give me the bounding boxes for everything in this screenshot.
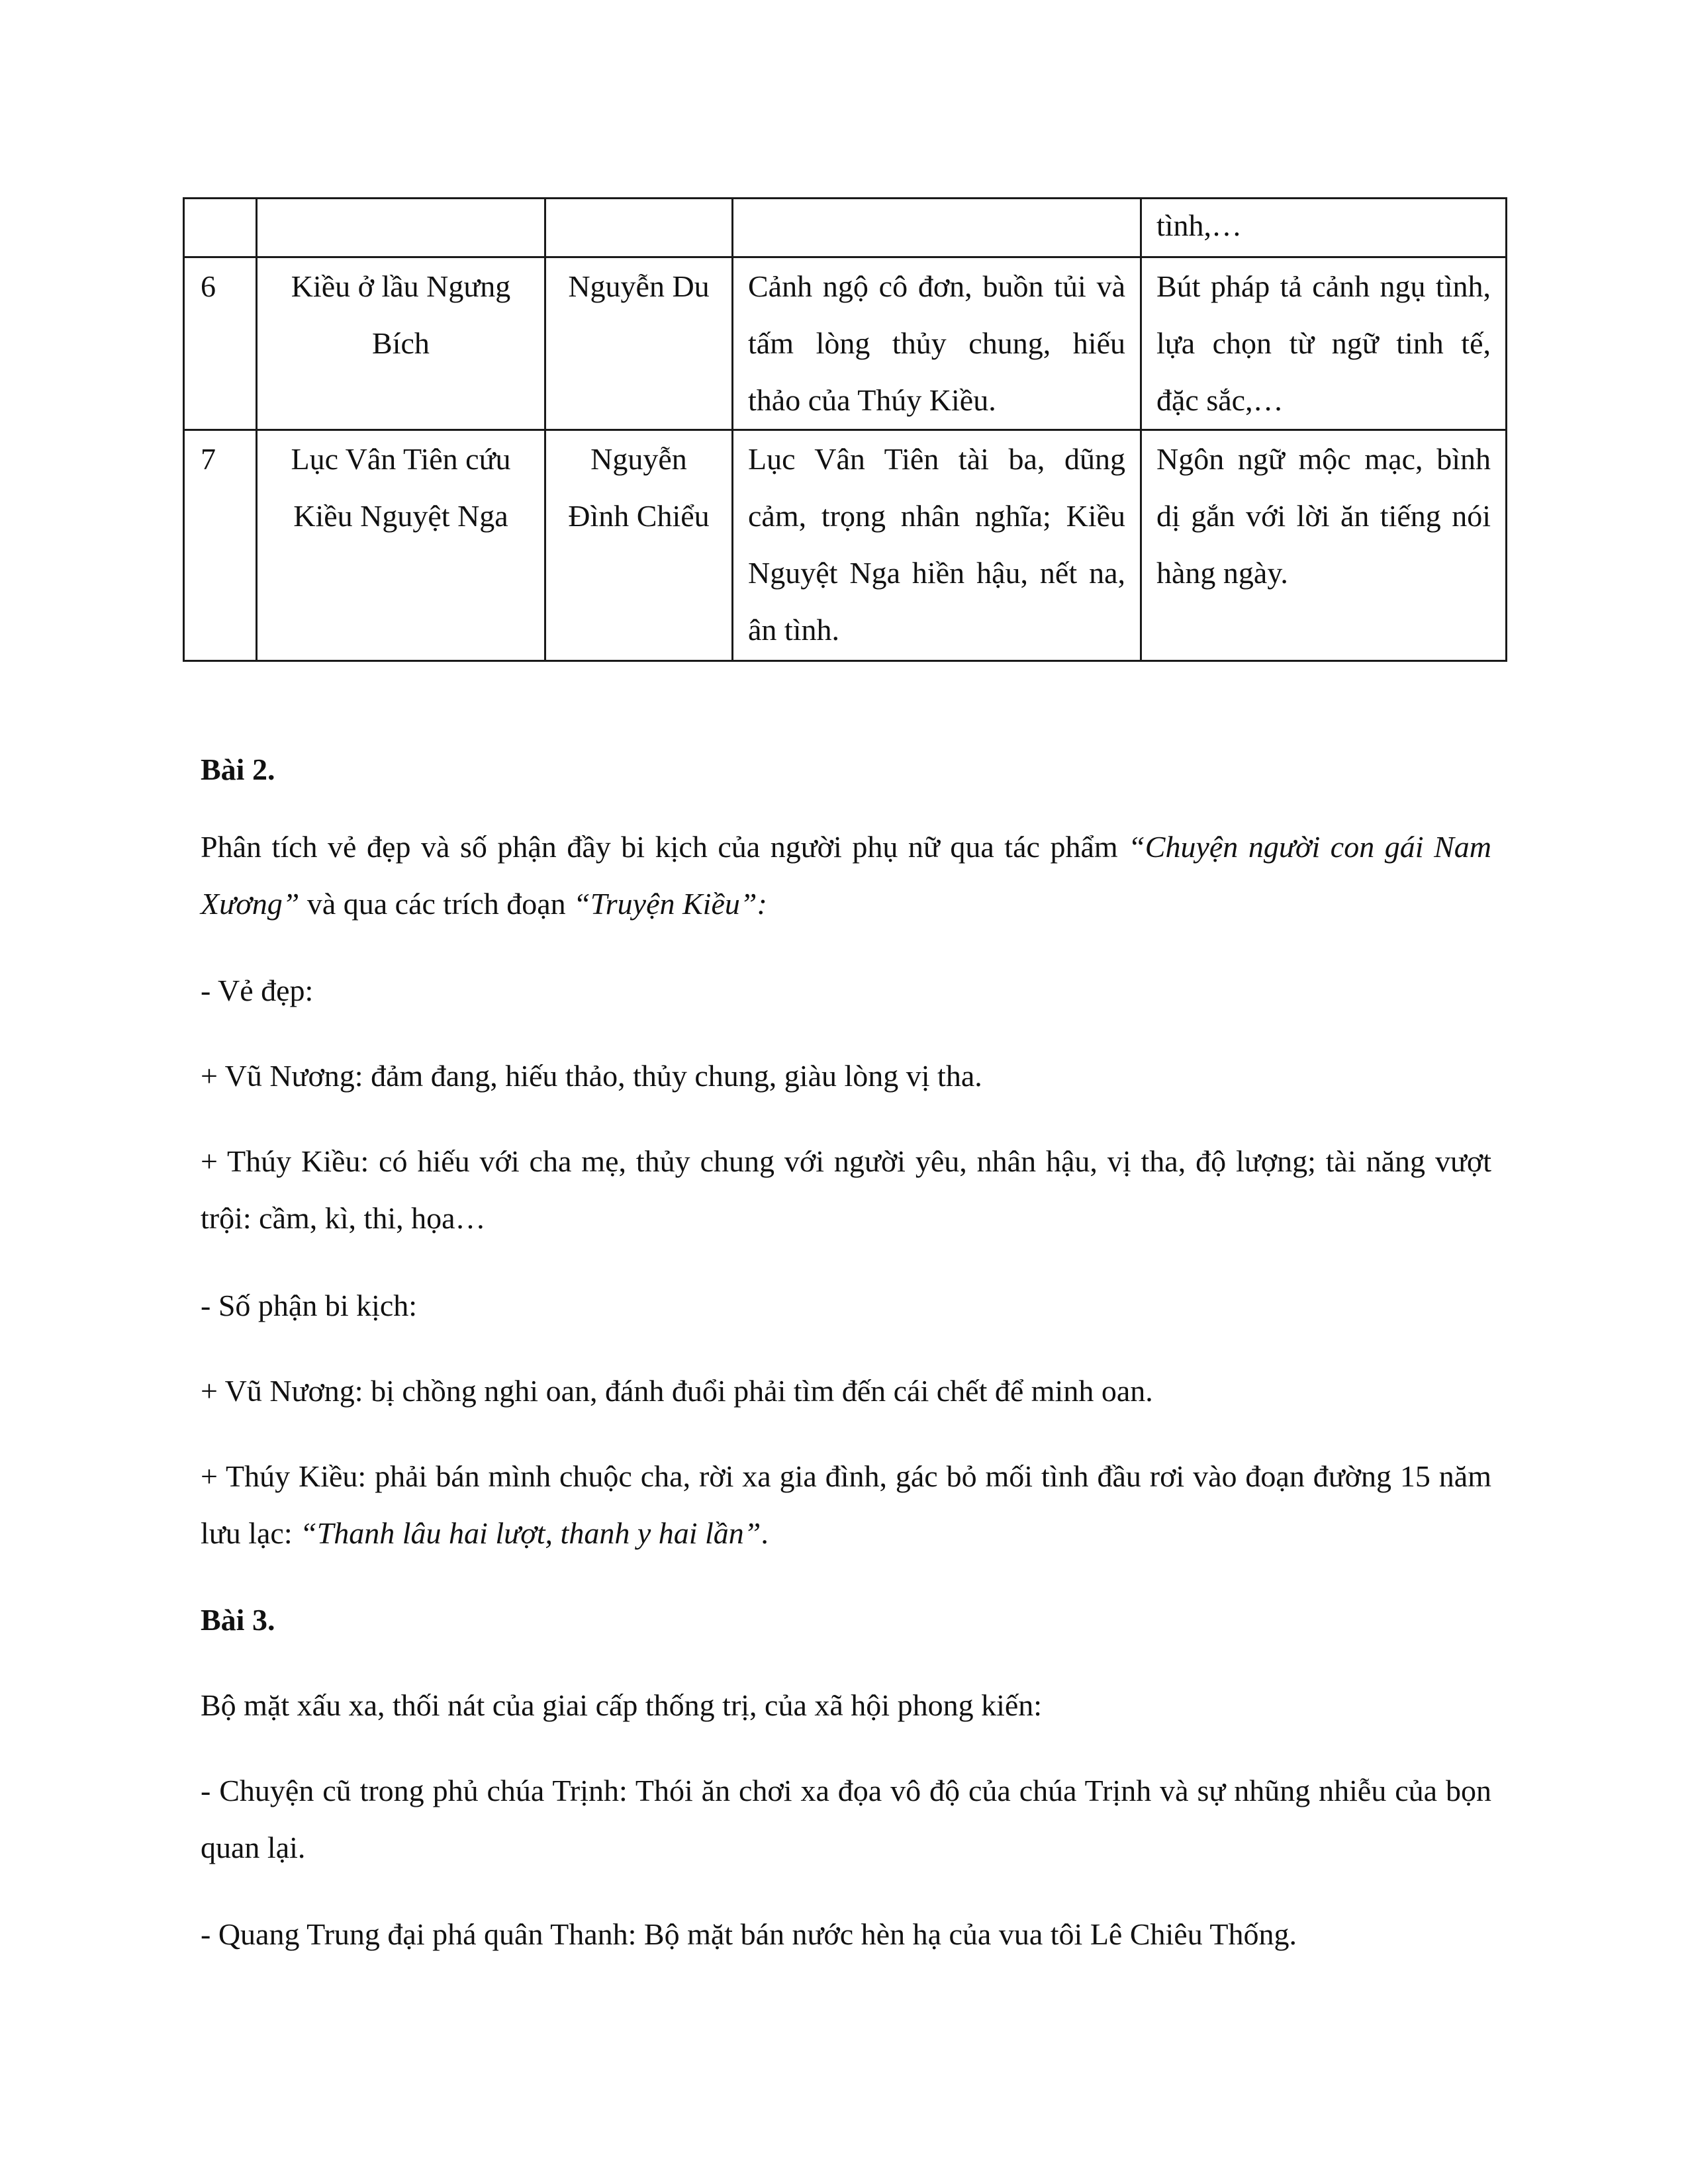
bai2-fate-kieu-quote: “Thanh lâu hai lượt, thanh y hai lần” — [300, 1516, 761, 1550]
bai2-fate-vu-nuong: + Vũ Nương: bị chồng nghi oan, đánh đuổi phải tìm đến cái chết để minh oan. — [201, 1374, 1153, 1408]
bai2-fate-label: - Số phận bi kịch: — [201, 1289, 418, 1322]
bai2-intro-work2: “Truyện Kiều”: — [573, 887, 767, 921]
cell-content: Cảnh ngộ cô đơn, buồn tủi và tấm lòng thủy chung, hiếu thảo của Thúy Kiều. — [733, 257, 1141, 430]
table-row — [184, 257, 1507, 430]
cell-author — [545, 199, 733, 257]
table-row — [184, 430, 1507, 661]
cell-author: Nguyễn Đình Chiểu — [545, 430, 733, 661]
table-row — [184, 199, 1507, 257]
bai2-fate-kieu-text: + Thúy Kiều: phải bán mình chuộc cha, rời xa gia đình, gác bỏ mối tình đầu rơi vào đoạn đường 15 năm lưu lạc: — [201, 1459, 1491, 1550]
bai2-beauty-label: - Vẻ đẹp: — [201, 974, 314, 1007]
cell-content: Lục Vân Tiên tài ba, dũng cảm, trọng nhân nghĩa; Kiều Nguyệt Nga hiền hậu, nết na, ân tình. — [733, 430, 1141, 661]
cell-title: Lục Vân Tiên cứu Kiều Nguyệt Nga — [257, 430, 545, 661]
cell-no: 7 — [184, 430, 257, 661]
bai2-intro-text-a: Phân tích vẻ đẹp và số phận đầy bi kịch của người phụ nữ qua tác phẩm — [201, 830, 1129, 864]
bai3-item-trinh: - Chuyện cũ trong phủ chúa Trịnh: Thói ăn chơi xa đọa vô độ của chúa Trịnh và sự nhũng nhiễu của bọn quan lại. — [201, 1774, 1491, 1864]
cell-title — [257, 199, 545, 257]
bai2-intro-work1: “Chuyện người con gái Nam Xương” — [201, 830, 1491, 921]
bai2-intro — [201, 819, 1491, 933]
bai2-intro-text-b: và qua các trích đoạn — [299, 887, 574, 921]
bai2-heading: Bài 2. — [201, 752, 275, 786]
bai3-intro: Bộ mặt xấu xa, thối nát của giai cấp thống trị, của xã hội phong kiến: — [201, 1688, 1043, 1722]
cell-art: tình,… — [1141, 199, 1507, 257]
bai2-fate-kieu-end: . — [761, 1516, 769, 1550]
cell-no — [184, 199, 257, 257]
cell-art: Ngôn ngữ mộc mạc, bình dị gắn với lời ăn tiếng nói hàng ngày. — [1141, 430, 1507, 661]
bai2-beauty-thuy-kieu: + Thúy Kiều: có hiếu với cha mẹ, thủy chung với người yêu, nhân hậu, vị tha, độ lượng; tài năng vượt trội: cầm, kì, thi, họa… — [201, 1144, 1491, 1235]
bai3-heading: Bài 3. — [201, 1603, 275, 1637]
cell-art: Bút pháp tả cảnh ngụ tình, lựa chọn từ ngữ tinh tế, đặc sắc,… — [1141, 257, 1507, 430]
bai2-beauty-vu-nuong: + Vũ Nương: đảm đang, hiếu thảo, thủy chung, giàu lòng vị tha. — [201, 1059, 982, 1093]
cell-content — [733, 199, 1141, 257]
works-table — [183, 197, 1507, 662]
cell-title: Kiều ở lầu Ngưng Bích — [257, 257, 545, 430]
bai3-item-quang-trung: - Quang Trung đại phá quân Thanh: Bộ mặt bán nước hèn hạ của vua tôi Lê Chiêu Thống. — [201, 1917, 1297, 1951]
cell-author: Nguyễn Du — [545, 257, 733, 430]
bai2-fate-thuy-kieu — [201, 1448, 1491, 1562]
cell-no: 6 — [184, 257, 257, 430]
